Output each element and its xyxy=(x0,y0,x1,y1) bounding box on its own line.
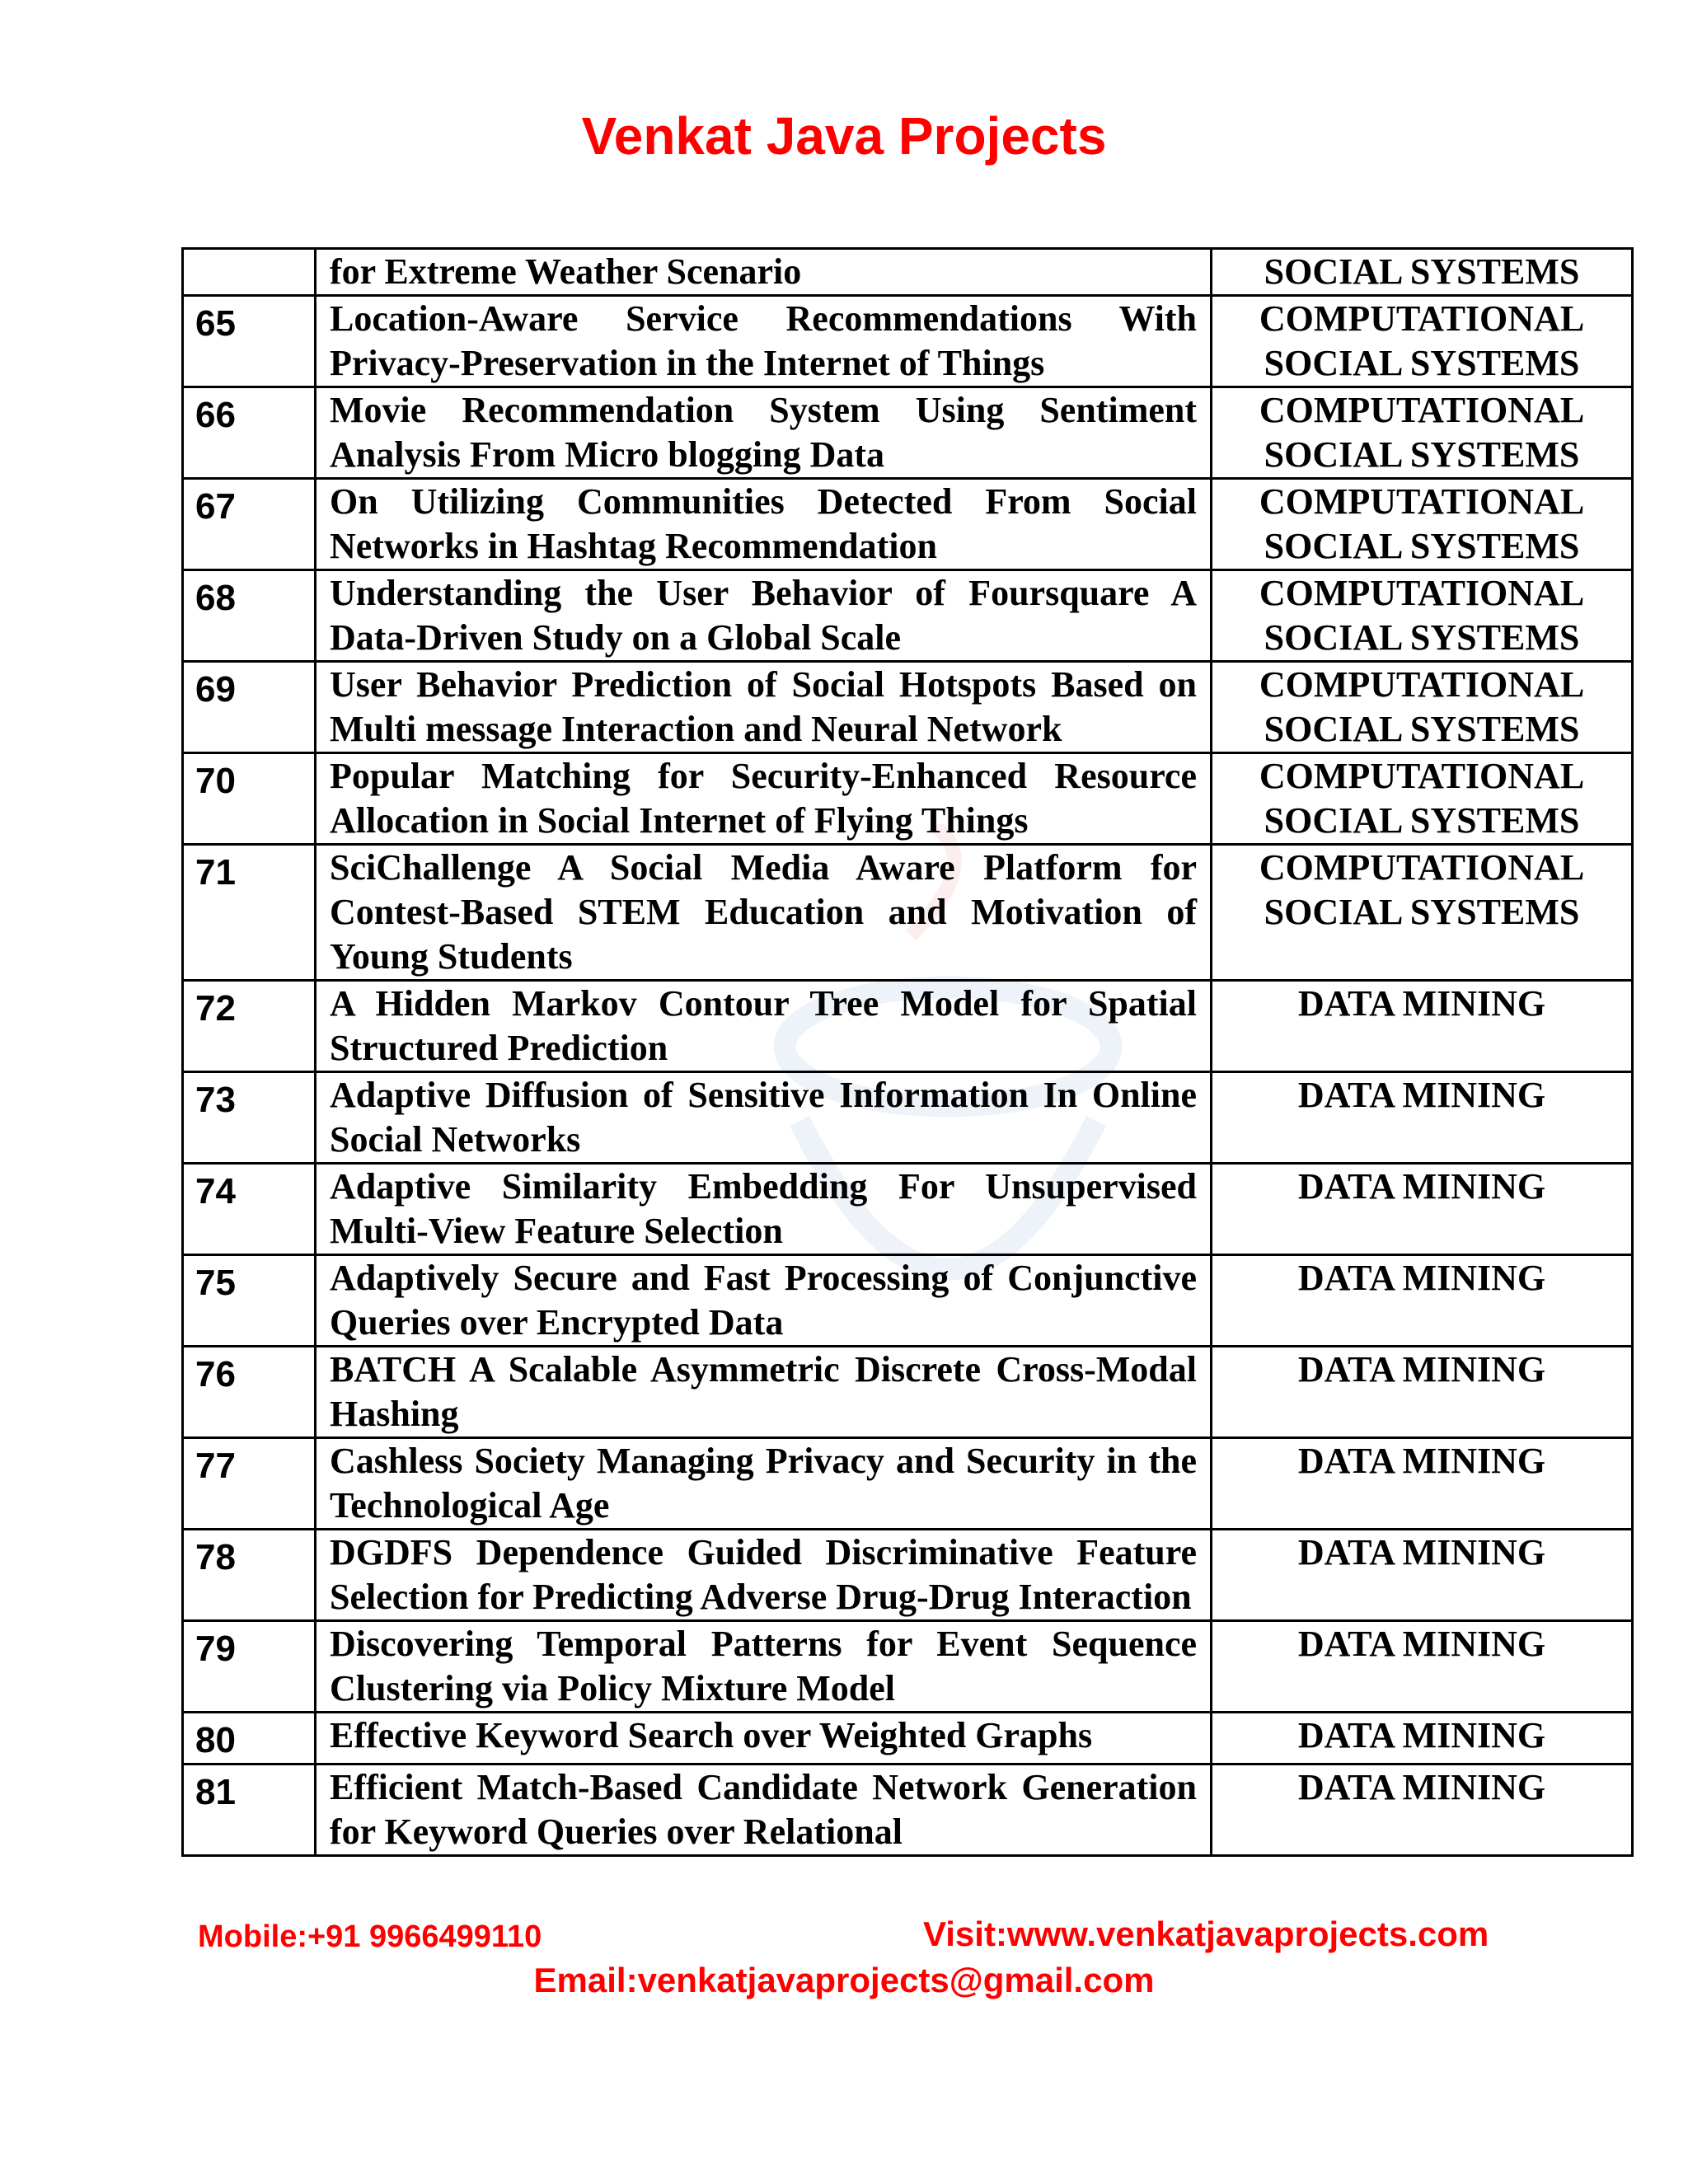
table-row xyxy=(183,1530,1633,1621)
project-domain: DATA MINING xyxy=(1212,1438,1633,1530)
row-number: 65 xyxy=(183,296,316,387)
table-row xyxy=(183,249,1633,296)
project-domain: COMPUTATIONAL SOCIAL SYSTEMS xyxy=(1212,662,1633,753)
row-number: 69 xyxy=(183,662,316,753)
project-domain: COMPUTATIONAL SOCIAL SYSTEMS xyxy=(1212,479,1633,570)
table-row xyxy=(183,1621,1633,1713)
project-title: Movie Recommendation System Using Sentiment Analysis From Micro blogging Data xyxy=(316,387,1212,479)
project-title: User Behavior Prediction of Social Hotspots Based on Multi message Interaction and Neural Network xyxy=(316,662,1212,753)
row-number: 66 xyxy=(183,387,316,479)
row-number: 68 xyxy=(183,570,316,662)
row-number xyxy=(183,249,316,296)
table-row xyxy=(183,387,1633,479)
project-title: Efficient Match-Based Candidate Network Generation for Keyword Queries over Relational xyxy=(316,1765,1212,1856)
table-row xyxy=(183,296,1633,387)
project-domain: COMPUTATIONAL SOCIAL SYSTEMS xyxy=(1212,296,1633,387)
table-row xyxy=(183,662,1633,753)
project-title: A Hidden Markov Contour Tree Model for Spatial Structured Prediction xyxy=(316,981,1212,1072)
table-row xyxy=(183,1765,1633,1856)
project-domain: DATA MINING xyxy=(1212,1164,1633,1255)
table-row xyxy=(183,1713,1633,1765)
project-domain: DATA MINING xyxy=(1212,1713,1633,1765)
project-domain: COMPUTATIONAL SOCIAL SYSTEMS xyxy=(1212,753,1633,845)
project-domain: DATA MINING xyxy=(1212,1255,1633,1347)
row-number: 71 xyxy=(183,845,316,981)
table-row xyxy=(183,753,1633,845)
table-row xyxy=(183,1438,1633,1530)
project-domain: COMPUTATIONAL SOCIAL SYSTEMS xyxy=(1212,570,1633,662)
project-domain: SOCIAL SYSTEMS xyxy=(1212,249,1633,296)
project-domain: DATA MINING xyxy=(1212,1765,1633,1856)
row-number: 76 xyxy=(183,1347,316,1438)
row-number: 74 xyxy=(183,1164,316,1255)
row-number: 78 xyxy=(183,1530,316,1621)
project-title: Understanding the User Behavior of Foursquare A Data-Driven Study on a Global Scale xyxy=(316,570,1212,662)
page-title: Venkat Java Projects xyxy=(581,106,1107,166)
project-title: Popular Matching for Security-Enhanced Resource Allocation in Social Internet of Flying Things xyxy=(316,753,1212,845)
row-number: 75 xyxy=(183,1255,316,1347)
project-domain: DATA MINING xyxy=(1212,1072,1633,1164)
project-domain: DATA MINING xyxy=(1212,981,1633,1072)
project-title: On Utilizing Communities Detected From Social Networks in Hashtag Recommendation xyxy=(316,479,1212,570)
project-title: SciChallenge A Social Media Aware Platform for Contest-Based STEM Education and Motivation of Young Students xyxy=(316,845,1212,981)
table-row xyxy=(183,1164,1633,1255)
footer-website: Visit:www.venkatjavaprojects.com xyxy=(923,1915,1489,1953)
project-domain: DATA MINING xyxy=(1212,1621,1633,1713)
footer-email: Email:venkatjavaprojects@gmail.com xyxy=(533,1961,1155,1999)
project-title: Effective Keyword Search over Weighted Graphs xyxy=(316,1713,1212,1765)
project-domain: COMPUTATIONAL SOCIAL SYSTEMS xyxy=(1212,387,1633,479)
row-number: 73 xyxy=(183,1072,316,1164)
row-number: 80 xyxy=(183,1713,316,1765)
project-title: Adaptive Similarity Embedding For Unsupervised Multi-View Feature Selection xyxy=(316,1164,1212,1255)
project-title: Discovering Temporal Patterns for Event Sequence Clustering via Policy Mixture Model xyxy=(316,1621,1212,1713)
table-row xyxy=(183,1072,1633,1164)
project-domain: COMPUTATIONAL SOCIAL SYSTEMS xyxy=(1212,845,1633,981)
table-row xyxy=(183,1347,1633,1438)
projects-table xyxy=(181,247,1634,1857)
project-title: Adaptively Secure and Fast Processing of Conjunctive Queries over Encrypted Data xyxy=(316,1255,1212,1347)
project-title: Cashless Society Managing Privacy and Security in the Technological Age xyxy=(316,1438,1212,1530)
project-title: BATCH A Scalable Asymmetric Discrete Cross-Modal Hashing xyxy=(316,1347,1212,1438)
table-row xyxy=(183,981,1633,1072)
row-number: 70 xyxy=(183,753,316,845)
project-title: Adaptive Diffusion of Sensitive Information In Online Social Networks xyxy=(316,1072,1212,1164)
table-row xyxy=(183,570,1633,662)
row-number: 77 xyxy=(183,1438,316,1530)
project-title: Location-Aware Service Recommendations With Privacy-Preservation in the Internet of Things xyxy=(316,296,1212,387)
row-number: 67 xyxy=(183,479,316,570)
row-number: 72 xyxy=(183,981,316,1072)
table-row xyxy=(183,1255,1633,1347)
project-title: DGDFS Dependence Guided Discriminative Feature Selection for Predicting Adverse Drug-Drug Interaction xyxy=(316,1530,1212,1621)
project-domain: DATA MINING xyxy=(1212,1347,1633,1438)
project-domain: DATA MINING xyxy=(1212,1530,1633,1621)
table-row xyxy=(183,479,1633,570)
project-title: for Extreme Weather Scenario xyxy=(316,249,1212,296)
table-row xyxy=(183,845,1633,981)
row-number: 81 xyxy=(183,1765,316,1856)
footer-mobile: Mobile:+91 9966499110 xyxy=(198,1919,542,1954)
row-number: 79 xyxy=(183,1621,316,1713)
